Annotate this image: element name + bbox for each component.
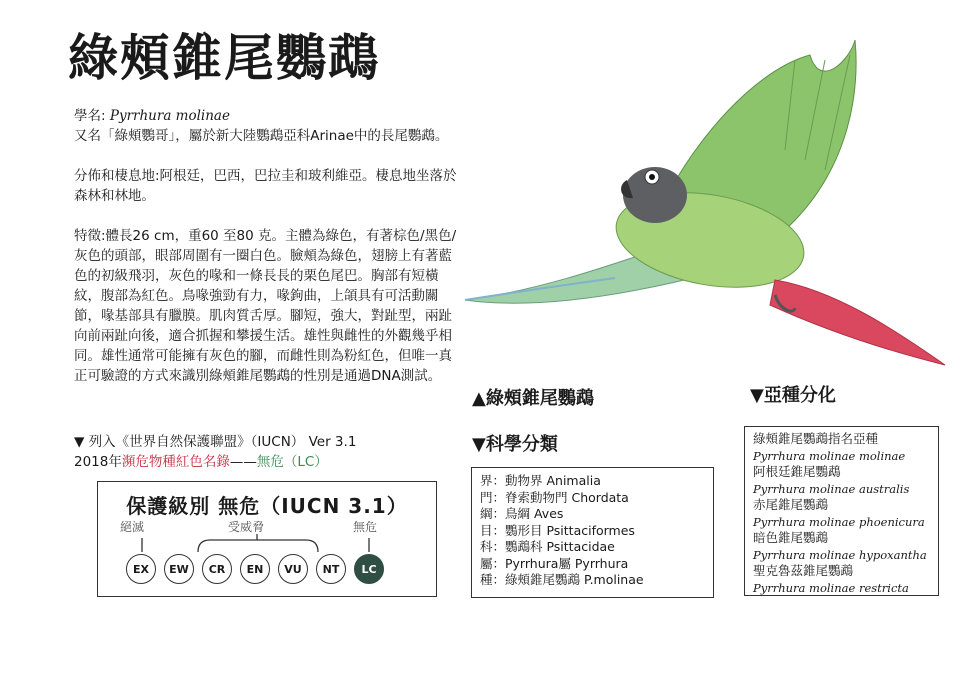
status-levels <box>126 554 384 584</box>
subspecies-sci: Pyrrhura molinae phoenicura <box>753 514 925 529</box>
taxon-genus: 屬：Pyrrhura屬 Pyrrhura <box>480 555 629 571</box>
scientific-name-line <box>74 106 464 126</box>
label-least-concern: 無危 <box>353 520 378 534</box>
sci-label: 學名: <box>74 108 106 124</box>
threatened-bracket <box>198 540 318 552</box>
taxon-class: 綱：鳥綱 Aves <box>480 506 564 521</box>
alias-text: 又名「綠頰鸚哥」，屬於新大陸鸚鵡亞科Arinae中的長尾鸚鵡。 <box>74 128 449 144</box>
subspecies-sci: Pyrrhura molinae australis <box>753 481 910 496</box>
level-en: EN <box>240 554 270 584</box>
subspecies-zh: 赤尾錐尾鸚鵡 <box>753 497 829 512</box>
subspecies-sci: Pyrrhura molinae restricta <box>753 580 909 595</box>
subspecies-sci: Pyrrhura molinae molinae <box>753 448 906 463</box>
subspecies-zh: 阿根廷錐尾鸚鵡 <box>753 464 841 479</box>
distribution-text: 分佈和棲息地:阿根廷，巴西，巴拉圭和玻利維亞。棲息地坐落於森林和林地。 <box>74 168 457 204</box>
level-nt: NT <box>316 554 346 584</box>
level-cr: CR <box>202 554 232 584</box>
taxon-phylum: 門：脊索動物門 Chordata <box>480 489 629 505</box>
features-text: 特徵:體長26 cm，重60 至80 克。主體為綠色，有著棕色/黑色/灰色的頭部，眼部周圍有一圈白色。臉頰為綠色，翅膀上有著藍色的初級飛羽，灰色的喙和一條長長的栗色尾巴。胸部有短橫紋，腹部為紅色。鳥喙強勁有力，喙鉤曲，上頜具有可活動關節，喙基部具有臘膜。肌肉質舌厚。腳短，強大，對趾型，兩趾向前兩趾向後，適合抓握和攀援生活。雄性與雌性的外觀幾乎相同。雄性通常可能擁有灰色的腳，而雌性則為粉紅色，但唯一真正可驗證的方式來識別綠頰錐尾鸚鵡的性別是通過DNA測試。 <box>74 228 457 384</box>
subspecies-zh: 聖克魯茲錐尾鸚鵡 <box>753 563 854 578</box>
subspecies-heading: ▼亞種分化 <box>750 385 836 406</box>
label-threatened: 受威脅 <box>228 520 265 534</box>
taxon-family: 科：鸚鵡科 Psittacidae <box>480 539 615 554</box>
subspecies-table <box>744 426 939 596</box>
illustration-caption: ▲綠頰錐尾鸚鵡 <box>472 388 594 409</box>
conservation-title: 保護級別 無危（IUCN 3.1） <box>126 494 408 518</box>
label-extinct: 絕滅 <box>120 520 145 534</box>
level-lc: LC <box>354 554 384 584</box>
classification-table <box>471 467 714 598</box>
eye <box>649 174 655 180</box>
classification-heading: ▼科學分類 <box>472 434 558 455</box>
iucn-note-line2 <box>74 452 464 472</box>
page-title: 綠頰錐尾鸚鵡 <box>68 29 380 87</box>
iucn-dash: —— <box>229 454 257 470</box>
level-vu: VU <box>278 554 308 584</box>
conservation-status-box <box>97 481 437 597</box>
level-ew: EW <box>164 554 194 584</box>
red-list-name: 瀕危物種紅色名錄 <box>121 454 230 470</box>
level-ex: EX <box>126 554 156 584</box>
taxon-species: 種：綠頰錐尾鸚鵡 P.molinae <box>480 572 644 587</box>
iucn-note <box>74 432 464 472</box>
sci-name: Pyrrhura molinae <box>109 108 230 124</box>
subspecies-sci: Pyrrhura molinae hypoxantha <box>753 547 927 562</box>
subspecies-zh: 綠頰錐尾鸚鵡指名亞種 <box>753 431 879 446</box>
parakeet-illustration <box>455 30 955 390</box>
iucn-note-line1: ▼ 列入《世界自然保護聯盟》（IUCN） Ver 3.1 <box>74 434 357 450</box>
subspecies-zh: 暗色錐尾鸚鵡 <box>753 530 829 545</box>
taxon-order: 目：鸚形目 Psittaciformes <box>480 522 635 538</box>
iucn-status: 無危（LC） <box>256 454 328 470</box>
red-tail <box>770 280 945 365</box>
iucn-year: 2018年 <box>74 454 122 470</box>
description <box>74 106 464 406</box>
taxon-kingdom: 界：動物界 Animalia <box>480 473 601 488</box>
